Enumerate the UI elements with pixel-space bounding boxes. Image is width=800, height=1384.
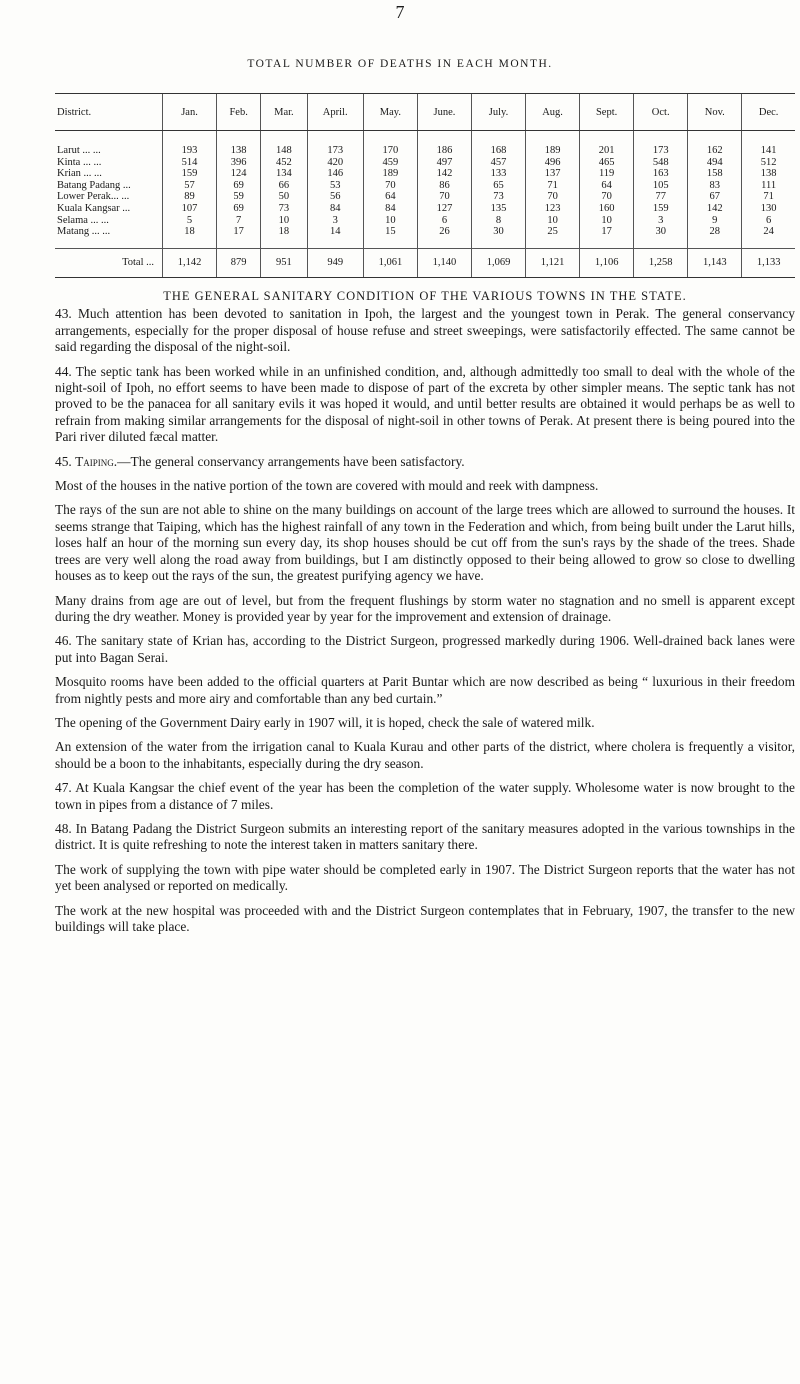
value-cell: 173 [634,131,688,157]
value-cell: 142 [688,203,742,215]
value-cell: 10 [580,215,634,227]
column-header: July. [471,94,525,131]
value-cell: 86 [417,180,471,192]
paragraph-45d: Many drains from age are out of level, but from the frequent flushings by storm water no stagnation and no smell is apparent except during the dry weather. Money is provided year by year for the improvement and extension of drainage. [55,592,795,624]
value-cell: 3 [307,215,363,227]
table-row [55,131,795,157]
value-cell: 173 [307,131,363,157]
table-header-row [55,94,795,131]
value-cell: 159 [634,203,688,215]
value-cell: 89 [163,191,217,203]
paragraph-48c: The work at the new hospital was proceeded with and the District Surgeon contemplates that in February, 1907, the transfer to the new buildings will take place. [55,902,795,934]
value-cell: 30 [471,226,525,248]
column-header: Mar. [261,94,307,131]
value-cell: 162 [688,131,742,157]
paragraph-45-number: 45. [55,453,72,469]
value-cell: 201 [580,131,634,157]
table-row [55,157,795,169]
paragraph-46c: The opening of the Government Dairy early in 1907 will, it is hoped, check the sale of watered milk. [55,714,595,730]
value-cell: 193 [163,131,217,157]
total-label: Total ... [55,248,163,277]
value-cell: 137 [526,168,580,180]
value-cell: 66 [261,180,307,192]
value-cell: 71 [526,180,580,192]
value-cell: 133 [471,168,525,180]
value-cell: 127 [417,203,471,215]
value-cell: 138 [742,168,795,180]
value-cell: 514 [163,157,217,169]
total-cell: 1,106 [580,248,634,277]
total-cell: 1,061 [363,248,417,277]
district-cell: Matang ... ... [57,226,111,238]
value-cell: 452 [261,157,307,169]
value-cell: 53 [307,180,363,192]
value-cell: 189 [526,131,580,157]
value-cell: 14 [307,226,363,248]
district-cell: Lower Perak... ... [57,191,130,203]
table-row [55,226,795,248]
column-header: Feb. [217,94,261,131]
paragraph-47: 47. At Kuala Kangsar the chief event of the year has been the completion of the water supply. Wholesome water is now brought to the town in pipes from a distance of 7 miles. [55,780,795,812]
total-cell: 1,142 [163,248,217,277]
total-cell: 1,133 [742,248,795,277]
column-header: Aug. [526,94,580,131]
district-cell: Selama ... ... [57,214,109,226]
value-cell: 10 [526,215,580,227]
table-row [55,203,795,215]
value-cell: 6 [417,215,471,227]
district-cell: Kinta ... ... [57,156,102,168]
paragraph-43: 43. Much attention has been devoted to sanitation in Ipoh, the largest and the youngest town in Perak. The general conservancy arrangements, especially for the proper disposal of house refuse and street sweepings, were satisfactorily effected. The same cannot be said regarding the disposal of the night-soil. [55,306,795,355]
value-cell: 160 [580,203,634,215]
total-cell: 1,143 [688,248,742,277]
value-cell: 138 [217,131,261,157]
column-header: Jan. [163,94,217,131]
value-cell: 64 [580,180,634,192]
value-cell: 10 [363,215,417,227]
value-cell: 69 [217,203,261,215]
value-cell: 134 [261,168,307,180]
value-cell: 189 [363,168,417,180]
paragraph-45 [55,454,795,470]
value-cell: 105 [634,180,688,192]
column-header: June. [417,94,471,131]
value-cell: 83 [688,180,742,192]
value-cell: 497 [417,157,471,169]
value-cell: 18 [261,226,307,248]
value-cell: 59 [217,191,261,203]
value-cell: 26 [417,226,471,248]
total-cell: 1,258 [634,248,688,277]
table-title: TOTAL NUMBER OF DEATHS IN EACH MONTH. [247,58,553,70]
total-cell: 949 [307,248,363,277]
paragraph-44: 44. The septic tank has been worked while in an unfinished condition, and, although admittedly too small to deal with the whole of the night-soil of Ipoh, no effort seems to have been made to dispose of part of the excreta by other simpler means. The septic tank has not proved to be the panacea for all sanitary evils it was hoped it would, and until better results are obtained it would perhaps be as well to refrain from making similar arrangements for the disposal of night-soil in other towns of Perak. At present there is being poured into the Pari river diluted fæcal matter. [55,363,795,445]
column-header: Oct. [634,94,688,131]
value-cell: 465 [580,157,634,169]
value-cell: 70 [580,191,634,203]
value-cell: 57 [163,180,217,192]
value-cell: 124 [217,168,261,180]
value-cell: 141 [742,131,795,157]
value-cell: 70 [417,191,471,203]
value-cell: 494 [688,157,742,169]
value-cell: 6 [742,215,795,227]
value-cell: 56 [307,191,363,203]
paragraph-46: 46. The sanitary state of Krian has, according to the District Surgeon, progressed markedly during 1906. Well-drained back lanes were put into Bagan Serai. [55,633,795,665]
value-cell: 70 [526,191,580,203]
value-cell: 64 [363,191,417,203]
value-cell: 186 [417,131,471,157]
table-row [55,215,795,227]
total-cell: 1,121 [526,248,580,277]
value-cell: 28 [688,226,742,248]
value-cell: 73 [471,191,525,203]
total-cell: 1,069 [471,248,525,277]
value-cell: 135 [471,203,525,215]
total-cell: 951 [261,248,307,277]
value-cell: 107 [163,203,217,215]
column-header: Sept. [580,94,634,131]
value-cell: 420 [307,157,363,169]
value-cell: 30 [634,226,688,248]
value-cell: 18 [163,226,217,248]
district-cell: Krian ... ... [57,168,102,180]
column-header: District. [55,94,163,131]
paragraph-46d: An extension of the water from the irrigation canal to Kuala Kurau and other parts of the district, where cholera is frequently a visitor, should be a boon to the inhabitants, especially during the dry season. [55,739,795,771]
value-cell: 168 [471,131,525,157]
value-cell: 25 [526,226,580,248]
value-cell: 496 [526,157,580,169]
column-header: April. [307,94,363,131]
district-cell: Larut ... ... [57,145,101,156]
value-cell: 10 [261,215,307,227]
value-cell: 50 [261,191,307,203]
district-cell: Batang Padang ... [57,179,131,191]
total-cell: 879 [217,248,261,277]
value-cell: 142 [417,168,471,180]
text-body [55,288,795,943]
value-cell: 459 [363,157,417,169]
column-header: May. [363,94,417,131]
value-cell: 84 [363,203,417,215]
value-cell: 67 [688,191,742,203]
value-cell: 17 [217,226,261,248]
value-cell: 163 [634,168,688,180]
column-header: Dec. [742,94,795,131]
total-row [55,248,795,277]
value-cell: 70 [363,180,417,192]
table-row [55,168,795,180]
value-cell: 84 [307,203,363,215]
paragraph-45c: The rays of the sun are not able to shine on the many buildings on account of the large trees which are allowed to surround the houses. It seems strange that Taiping, which has the highest rainfall of any town in the Federation and which, from being built under the Larut hills, loses half an hour of the morning sun every day, its shop houses should be cut off from the sun's rays by the shade of the trees. Shade trees are very well along the road away from buildings, but I am distinctly opposed to their being allowed to grow so close to dwelling houses as to keep out the rays of the sun, the greatest purifying agency we have. [55,502,795,584]
paragraph-45-title: Taiping. [75,453,118,469]
district-cell: Kuala Kangsar ... [57,202,131,214]
value-cell: 24 [742,226,795,248]
page-number: 7 [395,2,405,22]
value-cell: 119 [580,168,634,180]
column-header: Nov. [688,94,742,131]
value-cell: 146 [307,168,363,180]
value-cell: 396 [217,157,261,169]
value-cell: 69 [217,180,261,192]
paragraph-48b: The work of supplying the town with pipe water should be completed early in 1907. The District Surgeon reports that the water has not yet been analysed or reported on medically. [55,861,795,894]
total-cell: 1,140 [417,248,471,277]
value-cell: 71 [742,191,795,203]
value-cell: 73 [261,203,307,215]
value-cell: 512 [742,157,795,169]
paragraph-48: 48. In Batang Padang the District Surgeon submits an interesting report of the sanitary measures adopted in the various townships in the district. It is quite refreshing to note the interest taken in matters sanitary there. [55,820,795,853]
value-cell: 170 [363,131,417,157]
value-cell: 130 [742,203,795,215]
value-cell: 3 [634,215,688,227]
value-cell: 17 [580,226,634,248]
value-cell: 77 [634,191,688,203]
value-cell: 7 [217,215,261,227]
section-heading: THE GENERAL SANITARY CONDITION OF THE VARIOUS TOWNS IN THE STATE. [163,289,687,303]
value-cell: 65 [471,180,525,192]
value-cell: 159 [163,168,217,180]
table-body [55,131,795,278]
table-row [55,191,795,203]
value-cell: 158 [688,168,742,180]
value-cell: 111 [742,180,795,192]
deaths-table [55,93,795,278]
table-row [55,180,795,192]
value-cell: 457 [471,157,525,169]
value-cell: 548 [634,157,688,169]
paragraph-46b: Mosquito rooms have been added to the official quarters at Parit Buntar which are now described as being “ luxurious in their freedom from nightly pests and more airy and comfortable than any bed curtain.” [55,674,795,706]
value-cell: 5 [163,215,217,227]
value-cell: 8 [471,215,525,227]
value-cell: 148 [261,131,307,157]
paragraph-45b: Most of the houses in the native portion of the town are covered with mould and reek with dampness. [55,478,599,494]
value-cell: 123 [526,203,580,215]
paragraph-45-text: —The general conservancy arrangements have been satisfactory. [117,453,465,469]
value-cell: 9 [688,215,742,227]
value-cell: 15 [363,226,417,248]
